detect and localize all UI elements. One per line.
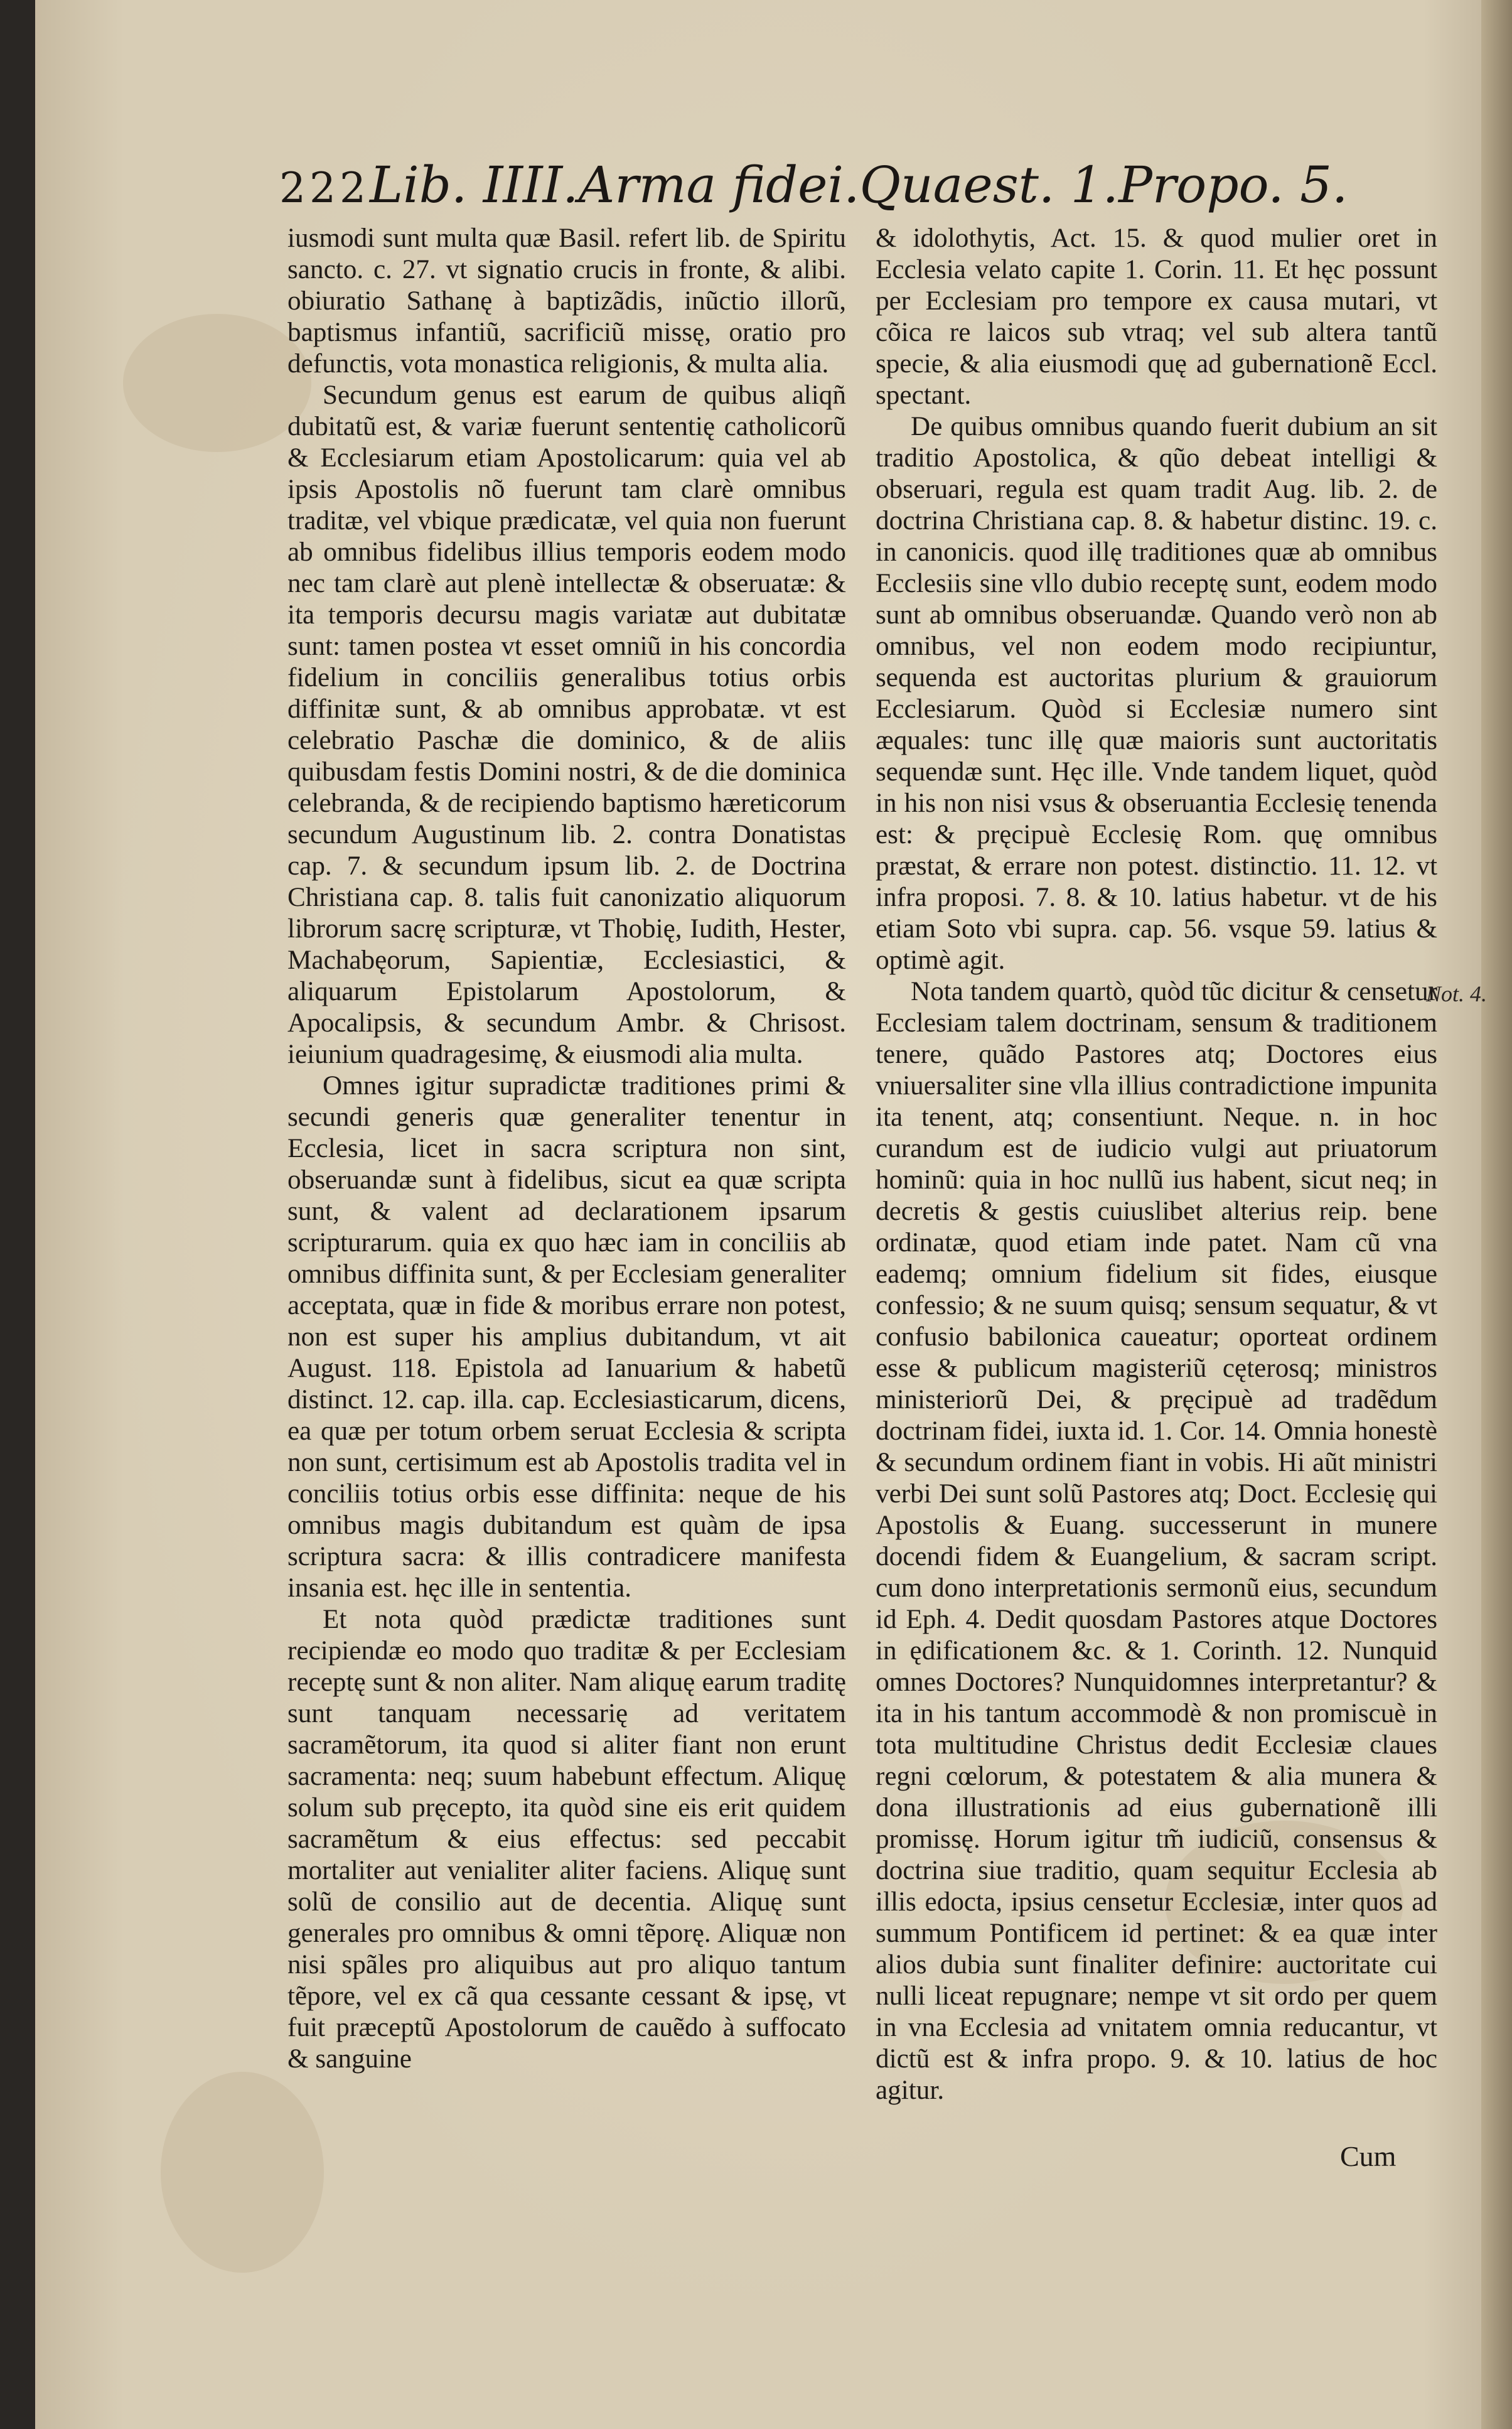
- header-proposition: Propo. 5.: [1118, 156, 1348, 214]
- left-column: [287, 223, 846, 2075]
- catchword: Cum: [1340, 2140, 1397, 2172]
- paper-stain: [123, 314, 311, 452]
- paper-stain: [161, 2072, 324, 2273]
- paragraph: Et nota quòd prædictæ traditiones sunt recipiendæ eo modo quo traditæ & per Ecclesiam receptę sunt & non aliter. Nam aliquę earum traditę sunt tanquam necessarię ad veritatem sacramẽtorum, ita quod si aliter fiant non erunt sacramenta: neq; suum habebunt effectum. Aliquę solum sub pręcepto, ita quòd sine eis erit quidem sacramẽtum & eius effectus: sed peccabit mortaliter aut venialiter aliter faciens. Aliquę sunt solũ de consilio aut de decentia. Aliquę sunt generales pro omnibus & omni tẽporę. Aliquæ non nisi spãles pro aliquibus aut pro aliquo tantum tẽpore, vel ex cã qua cessante cessant & ipsę, vt fuit præceptũ Apostolorum de cauẽdo à suffocato & sanguine: [287, 1605, 846, 2074]
- page-number: 222: [279, 164, 370, 212]
- right-column: [876, 223, 1437, 2106]
- paragraph: & idolothytis, Act. 15. & quod mulier oret in Ecclesia velato capite 1. Corin. 11. Et hęc possunt per Ecclesiam pro tempore ex causa mutari, vt cõica re laicos sub vtraq; vel sub altera tantũ specie, & alia eiusmodi quę ad gubernationẽ Eccl. spectant.: [876, 224, 1437, 410]
- paragraph: Secundum genus est earum de quibus aliqñ dubitatũ est, & variæ fuerunt sententię catholicorũ & Ecclesiarum etiam Apostolicarum: quia vel ab ipsis Apostolis nõ fuerunt tam clarè omnibus traditæ, vel vbique prædicatæ, vel quia non fuerunt ab omnibus fidelibus illius temporis eodem modo nec tam clarè aut plenè intellectæ & obseruatæ: & ita temporis decursu magis variatæ aut dubitatæ sunt: tamen postea vt esset omniũ in his concordia fidelium in conciliis generalibus totius orbis diffinitæ sunt, & ab omnibus approbatæ. vt est celebratio Paschæ die dominico, & de aliis quibusdam festis Domini nostri, & de die dominica celebranda, & de recipiendo baptismo hæreticorum secundum Augustinum lib. 2. contra Donatistas cap. 7. & secundum ipsum lib. 2. de Doctrina Christiana cap. 8. talis fuit canonizatio aliquorum librorum sacrę scripturæ, vt Thobię, Iudith, Hester, Machabęorum, Sapientiæ, Ecclesiastici, & aliquarum Epistolarum Apostolorum, & Apocalipsis, & secundum Ambr. & Chrisost. ieiunium quadragesimę, & eiusmodi alia multa.: [287, 380, 846, 1069]
- margin-note: Not. 4.: [1426, 981, 1488, 1006]
- page-edge: [1481, 0, 1512, 2429]
- paragraph: Omnes igitur supradictæ traditiones primi & secundi generis quæ generaliter tenentur in Ecclesia, licet in sacra scriptura non sint, obseruandæ sunt à fidelibus, sicut ea quæ scripta sunt, & valent ad declarationem ipsarum scripturarum. quia ex quo hæc iam in conciliis ab omnibus diffinita sunt, & per Ecclesiam generaliter acceptata, quæ in fide & moribus errare non potest, non est super his amplius dubitandum, vt ait August. 118. Epistola ad Ianuarium & habetũ distinct. 12. cap. illa. cap. Ecclesiasticarum, dicens, ea quæ per totum orbem seruat Ecclesia & scripta non sunt, certisimum est ab Apostolis tradita vel in conciliis totius orbis esse diffinita: neque de his omnibus magis dubitandum est quàm de ipsa scriptura sacra: & illis contradicere manifesta insania est. hęc ille in sententia.: [287, 1071, 846, 1603]
- header-book: Lib. IIII.: [369, 156, 579, 214]
- paragraph: iusmodi sunt multa quæ Basil. refert lib. de Spiritu sancto. c. 27. vt signatio crucis in fronte, & alibi. obiuratio Sathanę à baptizãdis, inũctio illorũ, baptismus infantiũ, sacrificiũ missę, oratio pro defunctis, vota monastica religionis, & multa alia.: [287, 224, 846, 379]
- paragraph: Nota tandem quartò, quòd tũc dicitur & censetur Ecclesiam talem doctrinam, sensum & traditionem tenere, quãdo Pastores atq; Doctores eius vniuersaliter sine vlla illius contradictione impunita ita tenent, atq; consentiunt. Neque. n. in hoc curandum est de iudicio vulgi aut priuatorum hominũ: quia in hoc nullũ ius habent, sicut neq; in decretis & gestis cuiuslibet alterius reip. bene ordinatæ, quod etiam inde patet. Nam cũ vna eademq; omnium fidelium sit fides, eiusque confessio; & ne suum quisq; sensum sequatur, & vt confusio babilonica caueatur; oporteat ordinem esse & publicum magisteriũ cęterosq; ministros ministeriorũ Dei, & pręcipuè ad tradẽdum doctrinam fidei, iuxta id. 1. Cor. 14. Omnia honestè & secundum ordinem fiant in vobis. Hi aũt ministri verbi Dei sunt solũ Pastores atq; Doct. Ecclesię qui Apostolis & Euang. successerunt in munere docendi fidem & Euangelium, & sacram script. cum dono interpretationis sermonũ eius, secundum id Eph. 4. Dedit quosdam Pastores atque Doctores in ędificationem &c. & 1. Corinth. 12. Nunquid omnes Doctores? Nunquidomnes interpretantur? & ita in his tantum accommodè & non promiscuè in tota multitudine Christus dedit Ecclesiæ claues regni cœlorum, & potestatem & alia munera & dona illustrationis ad eius gubernationẽ illi promissę. Horum igitur tm̃ iudiciũ, consensus & doctrina siue traditio, quam sequitur Ecclesia ab illis edocta, ipsius censetur Ecclesiæ, inter quos ad summum Pontificem id pertinet: & ea quæ inter alios dubia sunt finaliter definire: auctoritate cui nulli liceat repugnare; nempe vt sit ordo per quem in vna Ecclesia ad vnitatem omnia reducantur, vt dictũ est & infra propo. 9. & 10. latius de hoc agitur.: [876, 977, 1437, 2105]
- header-title: Arma fidei.: [578, 156, 860, 214]
- header-question: Quaest. 1.: [859, 156, 1119, 214]
- running-header: [279, 156, 1348, 214]
- paragraph: De quibus omnibus quando fuerit dubium an sit traditio Apostolica, & qũo debeat intelligi & obseruari, regula est quam tradit Aug. lib. 2. de doctrina Christiana cap. 8. & habetur distinc. 19. c. in canonicis. quod illę traditiones quæ ab omnibus Ecclesiis sine vllo dubio receptę sunt, eodem modo sunt ab omnibus obseruandæ. Quando verò non ab omnibus, vel non eodem modo recipiuntur, sequenda est auctoritas plurium & grauiorum Ecclesiarum. Quòd si Ecclesiæ numero sint æquales: tunc illę quæ maioris sunt auctoritatis sequendæ sunt. Hęc ille. Vnde tandem liquet, quòd in his non nisi vsus & obseruantia Ecclesię tenenda est: & pręcipuè Ecclesię Rom. quę omnibus præstat, & errare non potest. distinctio. 11. 12. vt infra proposi. 7. 8. & 10. latius habetur. vt de his etiam Soto vbi supra. cap. 56. vsque 59. latius & optimè agit.: [876, 412, 1437, 975]
